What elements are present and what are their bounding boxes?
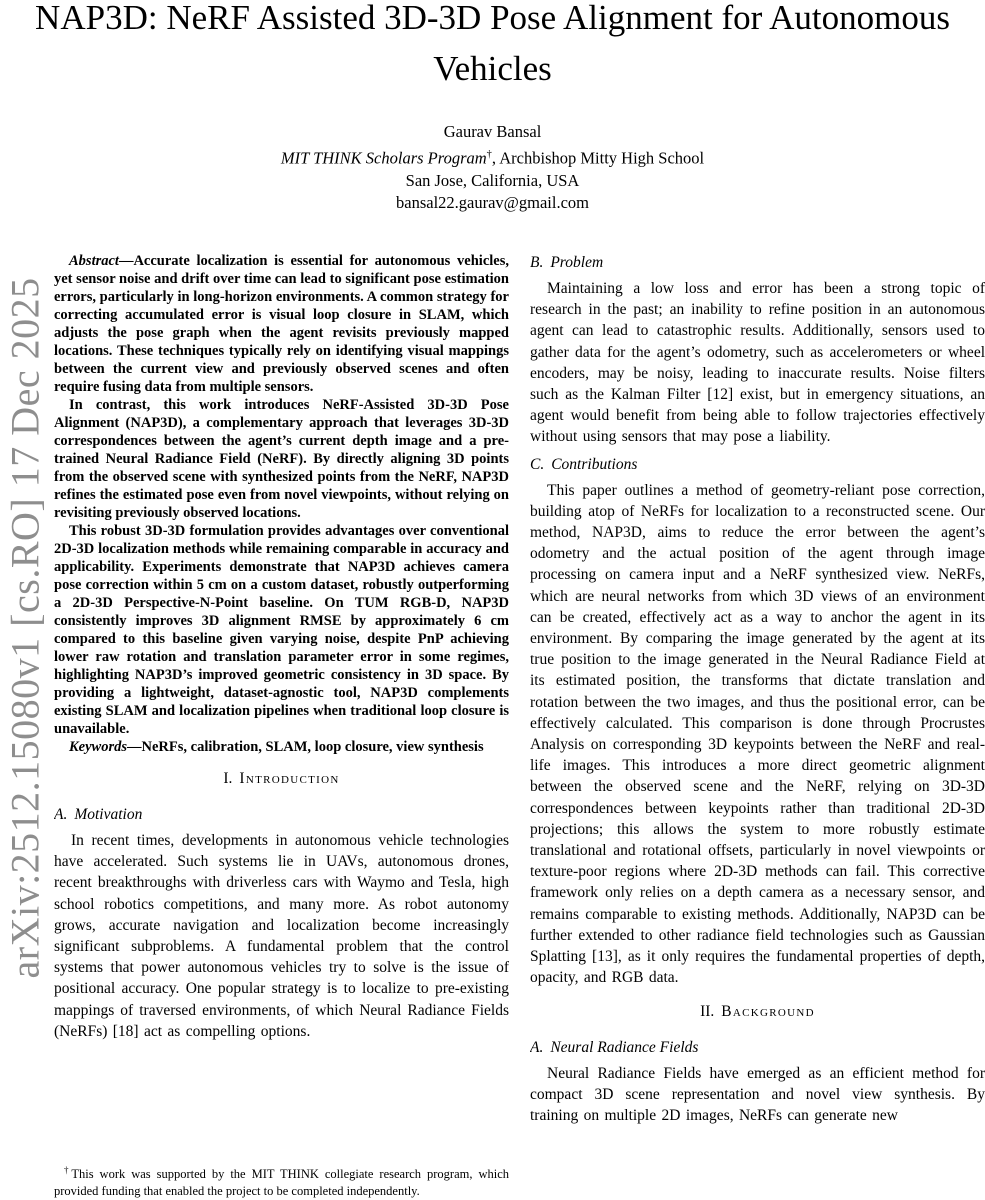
nerf-paragraph: Neural Radiance Fields have emerged as an efficient method for compact 3D scene representation and novel view synthesis. By training on multiple 2D images, NeRFs can generate new (530, 1064, 985, 1124)
section-background-heading (530, 1003, 985, 1021)
motivation-paragraph: In recent times, developments in autonomous vehicle technologies have accelerated. Such systems lie in UAVs, autonomous drones, recent breakthroughs with driverless cars with Waymo and Tesla, high school robotics competitions, and many more. As robot autonomy grows, accurate navigation and localization become increasingly significant subproblems. A fundamental problem that the control systems that power autonomous vehicles try to solve is the issue of positional accuracy. One popular strategy is to localize to pre-existing mappings of traversed environments, of which Neural Radiance Fields (NeRFs) [18] act as compelling options. (54, 832, 509, 1040)
abstract-label: Abstract (69, 253, 119, 269)
keywords-separator: — (127, 739, 142, 755)
subsection-motivation-title: Motivation (74, 806, 143, 823)
right-column (530, 252, 985, 1200)
author-block (0, 121, 985, 215)
footnote-dagger-icon: † (64, 1164, 72, 1175)
section-introduction-heading (54, 770, 509, 788)
abstract-paragraph-2: In contrast, this work introduces NeRF-Assisted 3D-3D Pose Alignment (NAP3D), a complementary approach that leverages 3D-3D correspondences between the agent’s current depth image and a pre-trained Neural Radiance Field (NeRF). By directly aligning 3D points from the observed scene with synthesized points from the NeRF, NAP3D refines the estimated pose even from novel viewpoints, without relying on revisiting previously observed locations. (54, 397, 509, 521)
author-affiliation (0, 144, 985, 170)
keywords-text: NeRFs, calibration, SLAM, loop closure, view synthesis (141, 739, 484, 755)
author-location: San Jose, California, USA (405, 170, 580, 190)
affiliation-school: , Archbishop Mitty High School (491, 148, 705, 167)
affiliation-program: MIT THINK Scholars Program (280, 148, 487, 167)
abstract-block (54, 252, 509, 756)
subsection-nerf-label: A. (530, 1038, 544, 1056)
author-email: bansal22.gaurav@gmail.com (396, 193, 589, 212)
author-name: Gaurav Bansal (443, 122, 542, 141)
subsection-problem-label: B. (530, 254, 544, 271)
subsection-problem-title: Problem (550, 254, 604, 271)
subsection-contributions-heading (530, 456, 985, 474)
subsection-problem-heading (530, 254, 985, 272)
keywords-label: Keywords (69, 739, 127, 755)
abstract-separator: — (118, 253, 134, 269)
subsection-motivation-heading (54, 806, 509, 824)
problem-paragraph: Maintaining a low loss and error has been a strong topic of research in the past; an inability to refine position in an autonomous agent can lead to catastrophic results. Additionally, sensors used to gather data for the agent’s odometry, such as accelerometers or wheel encoders, may be noisy, leading to inaccurate results. Noise filters such as the Kalman Filter [12] exist, but in emergency situations, an agent would benefit from being able to follow trajectories effectively without using sensors that may pose a liability. (530, 280, 985, 446)
left-column (54, 252, 509, 1200)
section-background-title: Background (721, 1002, 815, 1020)
abstract-paragraph-1 (54, 252, 509, 396)
arxiv-watermark: arXiv:2512.15080v1 [cs.RO] 17 Dec 2025 (2, 277, 48, 979)
two-column-body (54, 252, 985, 1200)
subsection-nerf-title: Neural Radiance Fields (550, 1038, 699, 1056)
section-introduction-title: Introduction (239, 770, 340, 787)
section-introduction-number: I. (223, 770, 233, 787)
affiliation-dagger-icon: † (486, 148, 492, 160)
support-footnote (54, 1162, 509, 1200)
subsection-motivation-label: A. (54, 806, 68, 823)
subsection-contributions-label: C. (530, 455, 545, 473)
footnote-text: This work was supported by the MIT THINK collegiate research program, which provided funding that enabled the project to be completed independently. (54, 1167, 509, 1198)
contributions-paragraph: This paper outlines a method of geometry-reliant pose correction, building atop of NeRFs for localization to a reconstructed scene. Our method, NAP3D, aims to reduce the error between the agent’s odometry and the actual position of the agent through image processing on camera input and a NeRF synthesized view. NeRFs, which are neural networks from which 3D views of an environment can be created, effectively act as a way to anchor the agent in its environment. By comparing the image generated by the agent at its true position to the image generated in the Neural Radiance Field at its estimated position, the transforms that dictate translation and rotation between the two images, and thus the positional error, can be effectively calculated. This comparison is done through Procrustes Analysis on corresponding 3D keypoints between the NeRF and real-life images. This introduces a more direct geometric alignment between the observed scene and the NeRF, relying on 3D-3D correspondences between keypoints rather than traditional 2D-3D projections; this allows the system to more robustly estimate translational and rotational offsets, particularly in novel viewpoints or texture-poor regions where 2D-3D methods can fail. This corrective framework only relies on a depth camera as a necessary sensor, and remains comparable to existing methods. Additionally, NAP3D can be further extended to other radiance field technologies such as Gaussian Splatting [13], as it only requires the fundamental properties of depth, opacity, and RGB data. (530, 481, 985, 987)
subsection-nerf-heading (530, 1039, 985, 1057)
abstract-text-1: Accurate localization is essential for autonomous vehicles, yet sensor noise and drift over time can lead to significant pose estimation errors, particularly in long-horizon environments. A common strategy for correcting accumulated error is visual loop closure in SLAM, which adjusts the pose graph when the agent revisits previously mapped locations. These techniques typically rely on identifying visual mappings between the current view and previously observed scenes and often require fusing data from multiple sensors. (54, 253, 509, 395)
paper-header (0, 0, 985, 215)
section-background-number: II. (700, 1002, 715, 1020)
abstract-paragraph-3: This robust 3D-3D formulation provides advantages over conventional 2D-3D localization methods while remaining comparable in accuracy and applicability. Experiments demonstrate that NAP3D achieves camera pose correction within 5 cm on a custom dataset, robustly outperforming a 2D-3D Perspective-N-Point baseline. On TUM RGB-D, NAP3D consistently improves 3D alignment RMSE by approximately 6 cm compared to this baseline given varying noise, despite PnP achieving lower raw rotation and translation parameter error in some regimes, highlighting NAP3D’s improved geometric consistency in 3D space. By providing a lightweight, dataset-agnostic tool, NAP3D complements existing SLAM and localization pipelines when traditional loop closure is unavailable. (54, 523, 509, 737)
subsection-contributions-title: Contributions (551, 455, 638, 473)
keywords-line (54, 738, 509, 756)
paper-title: NAP3D: NeRF Assisted 3D-3D Pose Alignment for Autonomous Vehicles (35, 0, 950, 88)
